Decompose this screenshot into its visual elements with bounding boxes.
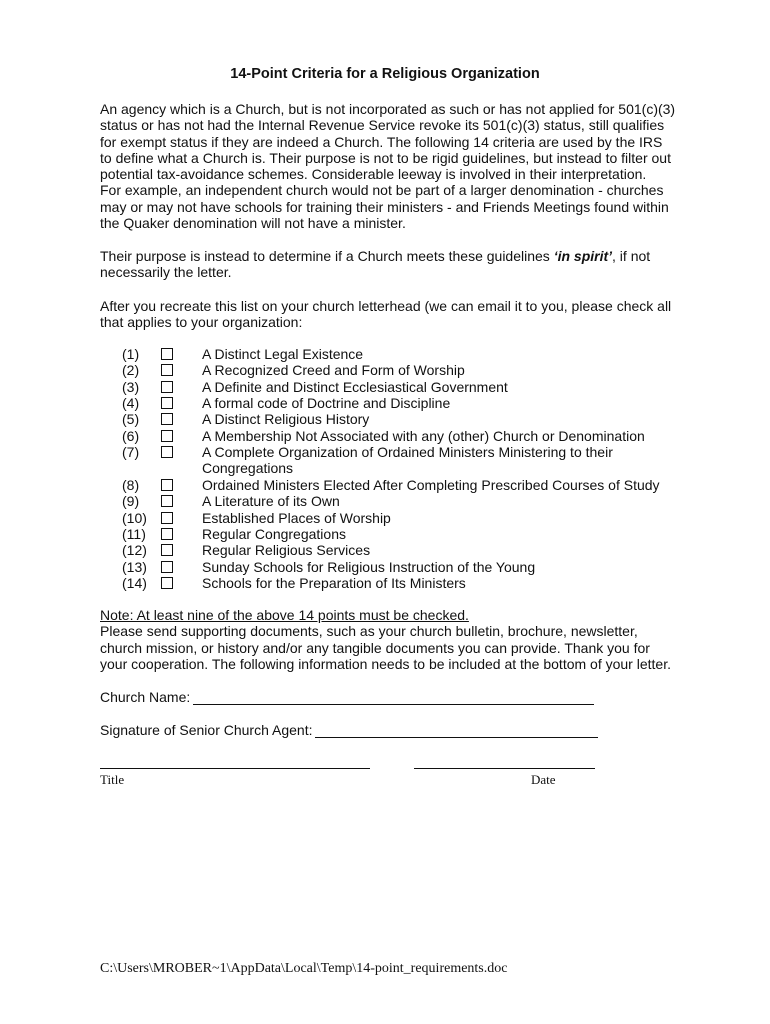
criterion-row (0, 346, 770, 362)
criterion-row (0, 379, 770, 395)
criterion-checkbox[interactable] (161, 561, 173, 573)
intro-line: For example, an independent church would not be part of a larger denomination - churches (100, 182, 664, 199)
intro-line: status or has not had the Internal Revenue Service revoke its 501(c)(3) status, still qualifies (100, 117, 665, 134)
title-line[interactable] (100, 768, 370, 769)
criterion-checkbox[interactable] (161, 364, 173, 376)
intro-line: for exempt status if they are indeed a Church. The following 14 criteria are used by the IRS (100, 133, 663, 150)
criterion-number: (3) (122, 378, 140, 395)
criterion-number: (7) (122, 444, 140, 461)
criterion-checkbox[interactable] (161, 348, 173, 360)
church-name-line[interactable] (193, 704, 594, 705)
intro-line: may or may not have schools for training their ministers - and Friends Meetings found within (100, 198, 669, 215)
purpose-paragraph (100, 248, 700, 281)
title-label: Title (100, 772, 125, 787)
criterion-row (0, 428, 770, 444)
criterion-text: Ordained Ministers Elected After Completing Prescribed Courses of Study (202, 476, 660, 493)
criterion-row (0, 575, 770, 591)
signature-line[interactable] (315, 737, 598, 738)
criterion-number: (6) (122, 427, 140, 444)
criterion-text: Regular Religious Services (202, 542, 371, 559)
criterion-number: (4) (122, 395, 140, 412)
purpose-text: Their purpose is instead to determine if a Church meets these guidelines (100, 248, 554, 264)
date-line[interactable] (414, 768, 595, 769)
date-label: Date (531, 772, 556, 787)
criterion-text: A Distinct Legal Existence (202, 346, 364, 362)
criterion-checkbox[interactable] (161, 528, 173, 540)
note-heading: Note: At least nine of the above 14 points must be checked. (100, 607, 469, 623)
instructions-paragraph (100, 298, 700, 331)
criterion-number: (14) (122, 574, 147, 591)
criterion-checkbox[interactable] (161, 544, 173, 556)
criterion-number: (2) (122, 362, 140, 379)
criterion-text: A formal code of Doctrine and Discipline (202, 395, 451, 412)
criterion-number: (11) (122, 525, 146, 542)
document-title: 14-Point Criteria for a Religious Organization (230, 66, 540, 82)
criterion-checkbox[interactable] (161, 495, 173, 507)
criterion-row (0, 411, 770, 427)
church-name-label: Church Name: (100, 689, 191, 705)
signature-label: Signature of Senior Church Agent: (100, 722, 313, 738)
criterion-number: (8) (122, 476, 140, 493)
criterion-row (0, 362, 770, 378)
intro-line: An agency which is a Church, but is not incorporated as such or has not applied for 501(c)(3) (100, 101, 676, 117)
purpose-text-end: , if not (612, 248, 651, 264)
criterion-row (0, 477, 770, 493)
criterion-row (0, 493, 770, 509)
note-line: church mission, or history and/or any tangible documents you can provide. Thank you for (100, 639, 650, 656)
criterion-checkbox[interactable] (161, 430, 173, 442)
criterion-text: Sunday Schools for Religious Instruction of the Young (202, 558, 536, 575)
criterion-checkbox[interactable] (161, 479, 173, 491)
criterion-checkbox[interactable] (161, 413, 173, 425)
criterion-number: (5) (122, 411, 140, 428)
criterion-text: A Complete Organization of Ordained Ministers Ministering to their Congregations (202, 444, 613, 477)
note-line: Please send supporting documents, such as your church bulletin, brochure, newsletter, (100, 623, 638, 640)
criterion-text: A Distinct Religious History (202, 411, 370, 428)
purpose-line: necessarily the letter. (100, 264, 232, 281)
criterion-text: A Recognized Creed and Form of Worship (202, 362, 465, 379)
intro-paragraph (100, 101, 700, 231)
criterion-text: Schools for the Preparation of Its Ministers (202, 574, 466, 591)
criterion-row (0, 526, 770, 542)
criterion-number: (9) (122, 493, 140, 510)
intro-line: potential tax-avoidance schemes. Considerable leeway is involved in their interpretation. (100, 166, 647, 183)
intro-line: to define what a Church is. Their purpose is not to be rigid guidelines, but instead to filter out (100, 149, 671, 166)
intro-line: the Quaker denomination will not have a minister. (100, 215, 406, 232)
criterion-checkbox[interactable] (161, 397, 173, 409)
criterion-text: Regular Congregations (202, 525, 346, 542)
note-paragraph (100, 607, 700, 672)
criterion-row (0, 395, 770, 411)
instructions-line: After you recreate this list on your church letterhead (we can email it to you, please check all (100, 298, 672, 314)
note-line: your cooperation. The following information needs to be included at the bottom of your letter. (100, 655, 671, 672)
criterion-checkbox[interactable] (161, 381, 173, 393)
instructions-line: that applies to your organization: (100, 314, 303, 331)
criterion-text: A Membership Not Associated with any (other) Church or Denomination (202, 427, 645, 444)
purpose-line (100, 248, 700, 264)
criterion-row (0, 510, 770, 526)
criterion-number: (13) (122, 558, 147, 575)
criterion-number: (1) (122, 346, 140, 362)
criterion-row (0, 542, 770, 558)
criterion-row (0, 559, 770, 575)
criterion-number: (10) (122, 509, 147, 526)
criterion-checkbox[interactable] (161, 512, 173, 524)
criterion-number: (12) (122, 542, 147, 559)
criterion-text: A Definite and Distinct Ecclesiastical Government (202, 378, 508, 395)
in-spirit-emphasis: ‘in spirit’ (553, 248, 613, 264)
criterion-row (0, 444, 770, 477)
criterion-text: A Literature of its Own (202, 493, 340, 510)
criterion-checkbox[interactable] (161, 577, 173, 589)
criterion-text: Established Places of Worship (202, 509, 391, 526)
criterion-checkbox[interactable] (161, 446, 173, 458)
file-path-footer: C:\Users\MROBER~1\AppData\Local\Temp\14-point_requirements.doc (100, 961, 508, 976)
